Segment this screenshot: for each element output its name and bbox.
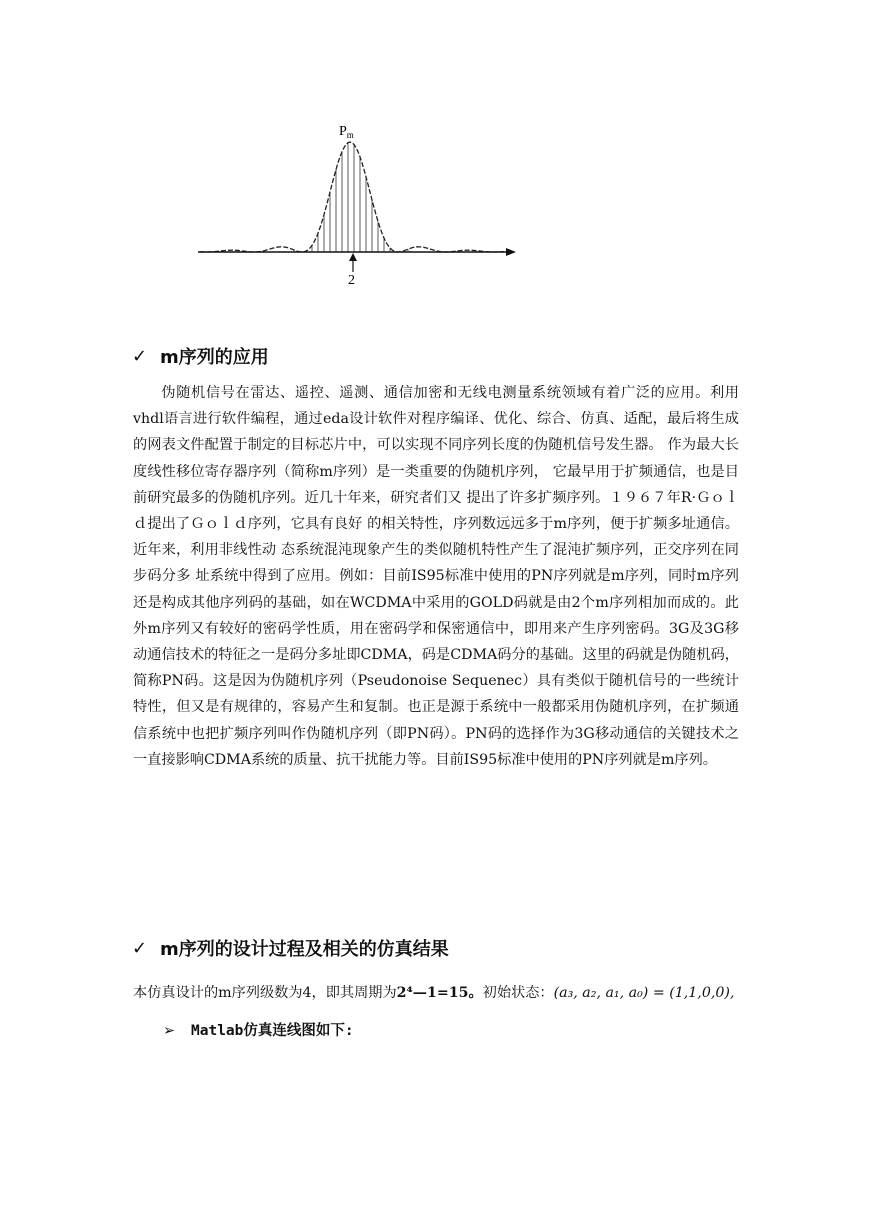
check-icon: ✓ [132,345,148,367]
period-expression: 2⁴—1=15。 [396,985,483,1001]
subheading-text: Matlab仿真连线图如下: [191,1023,354,1039]
envelope-curve [200,142,504,252]
section-title: m序列的应用 [160,347,269,368]
paragraph-text: 伪随机信号在雷达、遥控、遥测、通信加密和无线电测量系统领域有着广泛的应用。利用vhdl语言进行软件编程，通过eda设计软件对程序编译、优化、综合、仿真、适配，最后将生成的网表文件配置于制定的目标芯片中，可以实现不同序列长度的伪随机信号发生器。 作为最大长度线性移位寄存器序列（简称m序列）是一类重要的伪随机序列， 它最早用于扩频通信，也是目前研究最多的伪随机序列。近几十年来，研究者们又 提出了许多扩频序列。１９６７年R·Ｇｏｌｄ提出了Ｇｏｌｄ序列，它具有良好 的相关特性，序列数远远多于m序列，便于扩频多址通信。近年来，利用非线性动 态系统混沌现象产生的类似随机特性产生了混沌扩频序列，正交序列在同步码分多 址系统中得到了应用。例如：目前IS95标准中使用的PN序列就是m序列，同时m序列还是构成其他序列码的基础，如在WCDMA中采用的GOLD码就是由2个m序列相加而成的。此外m序列又有较好的密码学性质，用在密码学和保密通信中，即用来产生序列密码。3G及3G移动通信技术的特征之一是码分多址即CDMA，码是CDMA码分的基础。这里的码就是伪随机码，简称PN码。这是因为伪随机序列（Pseudonoise Sequenec）具有类似于随机信号的一些统计特性，但又是有规律的，容易产生和复制。也正是源于系统中一般都采用伪随机序列，在扩频通信系统中也把扩频序列叫作伪随机序列（即PN码）。PN码的选择作为3G移动通信的关键技术之一直接影响CDMA系统的质量、抗干扰能力等。目前IS95标准中使用的PN序列就是m序列。 [133,385,739,768]
section-title: m序列的设计过程及相关的仿真结果 [160,939,449,960]
autocorrelation-plot [190,120,530,295]
section-heading-design [132,935,449,961]
marker-arrow-head [349,253,357,261]
sample-bars [294,143,408,252]
marker-label: 2 [348,273,355,288]
matlab-subheading [163,1019,354,1040]
section-heading-applications [132,343,269,369]
applications-paragraph [133,380,739,773]
design-intro-line [133,982,734,1002]
peak-label: $P_m$ [339,124,354,140]
intro-text: 本仿真设计的m序列级数为4，即其周期为 [133,985,397,1001]
autocorrelation-figure [190,120,530,295]
check-icon: ✓ [132,937,148,959]
axis-arrowhead [506,248,516,256]
init-state-label: 初始状态： [482,985,554,1001]
init-state-formula: (a₃, a₂, a₁, a₀) = (1,1,0,0), [553,985,735,1001]
arrow-icon: ➢ [163,1023,176,1039]
